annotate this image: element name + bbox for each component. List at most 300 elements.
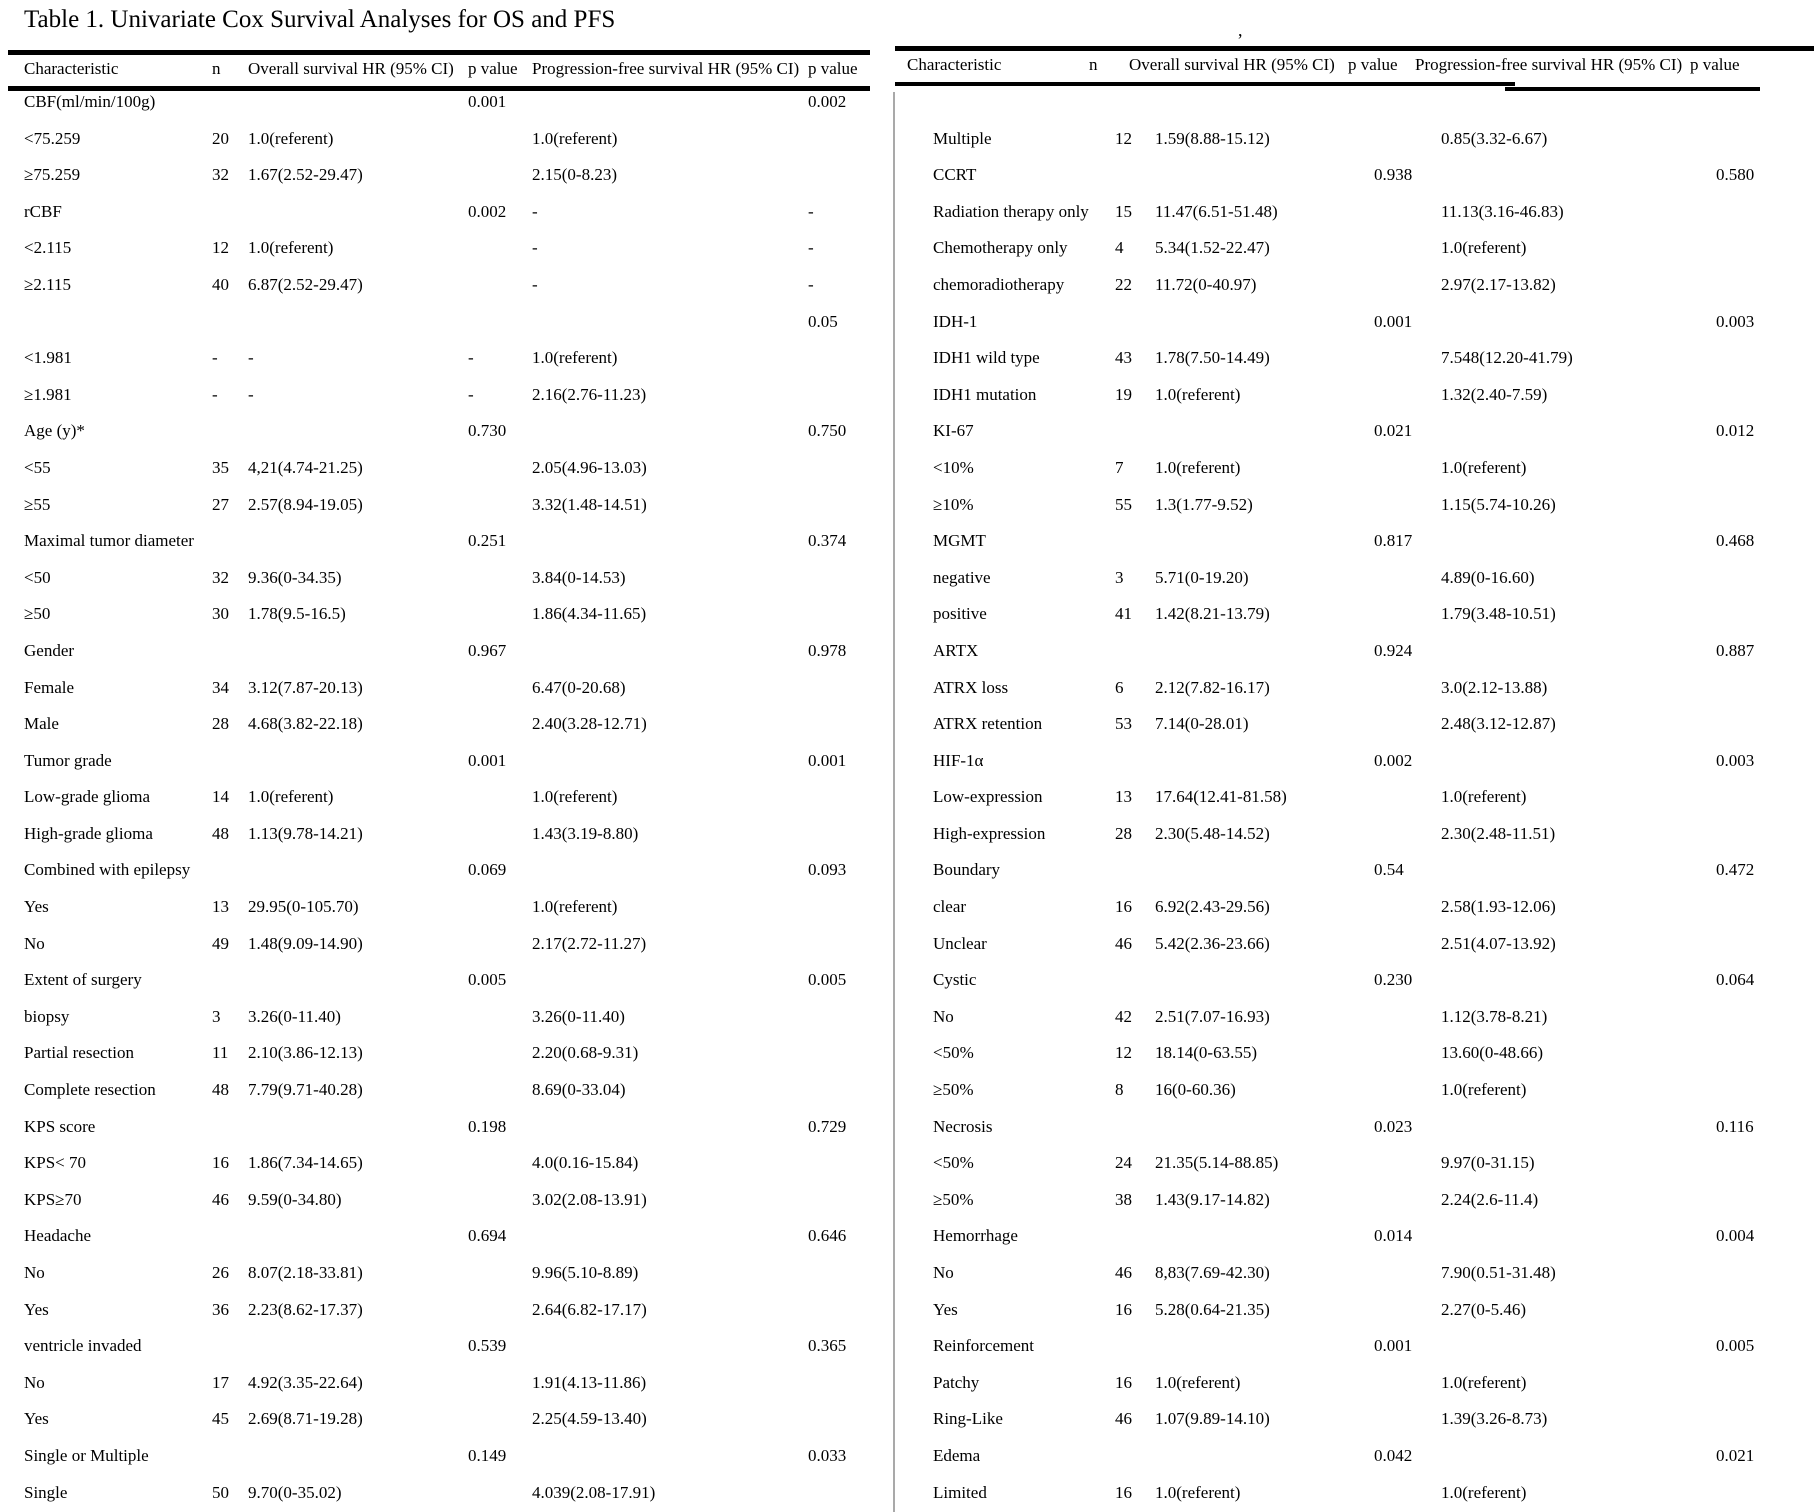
cell-characteristic: Tumor grade bbox=[24, 750, 112, 770]
cell-n: 35 bbox=[212, 457, 229, 477]
cell-p-value-os: 0.002 bbox=[468, 201, 507, 221]
table-row bbox=[933, 1255, 1814, 1292]
cell-p-value-os: 0.001 bbox=[468, 92, 507, 111]
cell-p-value-os: 0.002 bbox=[1374, 750, 1413, 770]
table-row bbox=[24, 1218, 870, 1255]
cell-characteristic: chemoradiotherapy bbox=[933, 274, 1065, 294]
cell-n: 12 bbox=[1115, 1043, 1132, 1063]
cell-n: 40 bbox=[212, 274, 229, 294]
cell-os-hr: - bbox=[248, 348, 254, 368]
cell-p-value-os: 0.230 bbox=[1374, 970, 1413, 990]
table-row bbox=[24, 304, 870, 341]
cell-p-value-pfs: 0.750 bbox=[808, 421, 847, 441]
cell-os-hr: 1.13(9.78-14.21) bbox=[248, 823, 363, 843]
cell-p-value-pfs: 0.729 bbox=[808, 1116, 847, 1136]
table-row bbox=[933, 670, 1814, 707]
cell-p-value-os: 0.001 bbox=[1374, 1336, 1413, 1356]
cell-os-hr: 1.48(9.09-14.90) bbox=[248, 933, 363, 953]
table-row bbox=[24, 1401, 870, 1438]
cell-p-value-os: 0.069 bbox=[468, 860, 507, 880]
cell-pfs-hr: 1.0(referent) bbox=[532, 348, 618, 368]
col-header-p-value-pfs: p value bbox=[808, 59, 858, 78]
cell-pfs-hr: 7.90(0.51-31.48) bbox=[1441, 1263, 1556, 1282]
cell-p-value-pfs: 0.468 bbox=[1716, 531, 1755, 551]
cell-p-value-os: 0.694 bbox=[468, 1226, 507, 1246]
cell-characteristic: No bbox=[24, 933, 45, 953]
cell-os-hr: 2.57(8.94-19.05) bbox=[248, 494, 363, 514]
cell-n: 46 bbox=[1115, 1263, 1132, 1282]
cell-pfs-hr: 1.12(3.78-8.21) bbox=[1441, 1006, 1548, 1026]
cell-os-hr: 3.12(7.87-20.13) bbox=[248, 677, 363, 697]
cell-characteristic: Multiple bbox=[933, 128, 992, 148]
table-row bbox=[933, 413, 1814, 450]
table-row bbox=[933, 523, 1814, 560]
cell-characteristic: High-expression bbox=[933, 823, 1046, 843]
cell-n: 46 bbox=[1115, 1409, 1132, 1429]
cell-p-value-pfs: 0.472 bbox=[1716, 860, 1755, 880]
table-row bbox=[933, 1145, 1814, 1182]
table-row bbox=[24, 1475, 870, 1512]
cell-pfs-hr: 2.25(4.59-13.40) bbox=[532, 1409, 647, 1429]
table-row bbox=[24, 413, 870, 450]
cell-characteristic: ≥55 bbox=[24, 494, 51, 514]
cell-characteristic: Hemorrhage bbox=[933, 1226, 1018, 1246]
table-row bbox=[24, 1182, 870, 1219]
cell-p-value-pfs: 0.374 bbox=[808, 531, 847, 551]
cell-os-hr: 18.14(0-63.55) bbox=[1155, 1043, 1257, 1063]
table-row bbox=[24, 267, 870, 304]
cell-characteristic: biopsy bbox=[24, 1006, 70, 1026]
table-row bbox=[24, 706, 870, 743]
cell-os-hr: 29.95(0-105.70) bbox=[248, 897, 359, 917]
cell-characteristic: ≥2.115 bbox=[24, 274, 71, 294]
col-header-p-value-os: p value bbox=[468, 59, 518, 78]
cell-n: 32 bbox=[212, 165, 229, 185]
cell-p-value-os: 0.198 bbox=[468, 1116, 507, 1136]
cell-os-hr: 8.07(2.18-33.81) bbox=[248, 1263, 363, 1282]
cell-os-hr: 2.12(7.82-16.17) bbox=[1155, 677, 1270, 697]
cell-characteristic: IDH1 mutation bbox=[933, 384, 1037, 404]
table-row bbox=[933, 121, 1814, 158]
cell-p-value-os: - bbox=[468, 348, 474, 368]
cell-os-hr: 1.0(referent) bbox=[1155, 1482, 1241, 1502]
cell-characteristic: Partial resection bbox=[24, 1043, 134, 1063]
cell-os-hr: 6.92(2.43-29.56) bbox=[1155, 897, 1270, 917]
table-row bbox=[24, 962, 870, 999]
cell-os-hr: - bbox=[248, 384, 254, 404]
cell-n: 34 bbox=[212, 677, 229, 697]
table-row bbox=[24, 84, 870, 121]
cell-characteristic: Single or Multiple bbox=[24, 1445, 149, 1465]
cell-n: 12 bbox=[1115, 128, 1132, 148]
cell-os-hr: 9.59(0-34.80) bbox=[248, 1189, 342, 1209]
cell-characteristic: negative bbox=[933, 567, 991, 587]
cell-n: 13 bbox=[1115, 787, 1132, 807]
table-row bbox=[24, 523, 870, 560]
cell-p-value-pfs: 0.021 bbox=[1716, 1445, 1755, 1465]
table-row bbox=[933, 1182, 1814, 1219]
cell-n: 16 bbox=[1115, 897, 1132, 917]
cell-os-hr: 5.28(0.64-21.35) bbox=[1155, 1299, 1270, 1319]
table-row bbox=[933, 889, 1814, 926]
cell-n: 46 bbox=[212, 1189, 229, 1209]
cell-pfs-hr: 8.69(0-33.04) bbox=[532, 1080, 626, 1100]
cell-p-value-pfs: 0.012 bbox=[1716, 421, 1755, 441]
cell-os-hr: 5.71(0-19.20) bbox=[1155, 567, 1249, 587]
table-row bbox=[933, 560, 1814, 597]
cell-n: 3 bbox=[1115, 567, 1124, 587]
cell-p-value-pfs: 0.033 bbox=[808, 1445, 847, 1465]
cell-pfs-hr: 3.26(0-11.40) bbox=[532, 1006, 625, 1026]
table-row bbox=[933, 1218, 1814, 1255]
cell-n: 24 bbox=[1115, 1153, 1132, 1173]
cell-pfs-hr: 2.64(6.82-17.17) bbox=[532, 1299, 647, 1319]
table-row bbox=[24, 450, 870, 487]
table-row bbox=[933, 267, 1814, 304]
cell-n: 49 bbox=[212, 933, 229, 953]
cell-p-value-pfs: 0.005 bbox=[808, 970, 847, 990]
cell-characteristic: Headache bbox=[24, 1226, 92, 1246]
cell-characteristic: Yes bbox=[24, 1299, 49, 1319]
cell-n: 36 bbox=[212, 1299, 229, 1319]
table-row bbox=[933, 962, 1814, 999]
cell-pfs-hr: 11.13(3.16-46.83) bbox=[1441, 201, 1564, 221]
cell-pfs-hr: 3.32(1.48-14.51) bbox=[532, 494, 647, 514]
table-row bbox=[24, 1328, 870, 1365]
table-row bbox=[933, 1072, 1814, 1109]
cell-pfs-hr: 9.97(0-31.15) bbox=[1441, 1153, 1535, 1173]
cell-characteristic: KPS≥70 bbox=[24, 1189, 82, 1209]
cell-n: 20 bbox=[212, 128, 229, 148]
cell-characteristic: ≥1.981 bbox=[24, 384, 72, 404]
cell-os-hr: 1.3(1.77-9.52) bbox=[1155, 494, 1253, 514]
table-row bbox=[933, 743, 1814, 780]
cell-pfs-hr: 1.32(2.40-7.59) bbox=[1441, 384, 1548, 404]
cell-pfs-hr: 4.89(0-16.60) bbox=[1441, 567, 1535, 587]
table-row bbox=[24, 889, 870, 926]
cell-characteristic: Age (y)* bbox=[24, 421, 85, 441]
table-row bbox=[933, 304, 1814, 341]
cell-os-hr: 4.92(3.35-22.64) bbox=[248, 1372, 363, 1392]
table-row bbox=[933, 816, 1814, 853]
cell-os-hr: 1.43(9.17-14.82) bbox=[1155, 1189, 1270, 1209]
cell-characteristic: <55 bbox=[24, 457, 51, 477]
table-row bbox=[933, 84, 1814, 121]
cell-characteristic: ARTX bbox=[933, 640, 979, 660]
cell-p-value-os: 0.042 bbox=[1374, 1445, 1413, 1465]
cell-pfs-hr: 1.79(3.48-10.51) bbox=[1441, 604, 1556, 624]
cell-pfs-hr: 1.0(referent) bbox=[532, 787, 618, 807]
cell-pfs-hr: 1.15(5.74-10.26) bbox=[1441, 494, 1556, 514]
cell-os-hr: 1.86(7.34-14.65) bbox=[248, 1153, 363, 1173]
cell-characteristic: <2.115 bbox=[24, 238, 72, 258]
table-row bbox=[933, 1438, 1814, 1475]
col-header-characteristic: Characteristic bbox=[24, 59, 119, 78]
cell-characteristic: Gender bbox=[24, 640, 75, 660]
table-row bbox=[24, 121, 870, 158]
table-row bbox=[933, 157, 1814, 194]
col-header-os-hr: Overall survival HR (95% CI) bbox=[248, 59, 454, 78]
table-body-left bbox=[24, 84, 870, 1511]
cell-characteristic: Male bbox=[24, 714, 59, 734]
cell-n: 53 bbox=[1115, 714, 1132, 734]
cell-os-hr: 1.0(referent) bbox=[248, 238, 334, 258]
cell-pfs-hr: 1.86(4.34-11.65) bbox=[532, 604, 647, 624]
cell-pfs-hr: 1.43(3.19-8.80) bbox=[532, 823, 639, 843]
table-row bbox=[24, 1035, 870, 1072]
cell-p-value-pfs: 0.580 bbox=[1716, 165, 1755, 185]
cell-characteristic: Chemotherapy only bbox=[933, 238, 1068, 258]
cell-characteristic: Low-expression bbox=[933, 787, 1043, 807]
cell-characteristic: No bbox=[24, 1372, 45, 1392]
cell-os-hr: 5.34(1.52-22.47) bbox=[1155, 238, 1270, 258]
cell-n: - bbox=[212, 348, 218, 368]
table-title: Table 1. Univariate Cox Survival Analyses for OS and PFS bbox=[24, 6, 616, 33]
cell-n: 28 bbox=[212, 714, 229, 734]
cell-p-value-pfs: 0.004 bbox=[1716, 1226, 1755, 1246]
cell-os-hr: 1.0(referent) bbox=[1155, 384, 1241, 404]
col-header-pfs-hr: Progression-free survival HR (95% CI) bbox=[1415, 55, 1683, 74]
table-row bbox=[933, 1401, 1814, 1438]
cell-characteristic: ≥10% bbox=[933, 494, 974, 514]
cell-characteristic: Unclear bbox=[933, 933, 987, 953]
cell-n: 16 bbox=[1115, 1482, 1132, 1502]
table-row bbox=[24, 743, 870, 780]
cell-n: 7 bbox=[1115, 457, 1124, 477]
cell-characteristic: <75.259 bbox=[24, 128, 81, 148]
cell-p-value-pfs: 0.064 bbox=[1716, 970, 1755, 990]
cell-n: 38 bbox=[1115, 1189, 1132, 1209]
cell-pfs-hr: 7.548(12.20-41.79) bbox=[1441, 348, 1573, 368]
cell-p-value-os: - bbox=[468, 384, 474, 404]
cell-characteristic: Necrosis bbox=[933, 1116, 993, 1136]
cell-p-value-pfs: 0.116 bbox=[1716, 1116, 1754, 1136]
cell-p-value-os: 0.967 bbox=[468, 640, 507, 660]
cell-os-hr: 11.72(0-40.97) bbox=[1155, 274, 1257, 294]
cell-pfs-hr: 13.60(0-48.66) bbox=[1441, 1043, 1543, 1063]
cell-os-hr: 11.47(6.51-51.48) bbox=[1155, 201, 1278, 221]
cell-characteristic: rCBF bbox=[24, 201, 62, 221]
cell-characteristic: clear bbox=[933, 897, 967, 917]
cell-pfs-hr: 1.39(3.26-8.73) bbox=[1441, 1409, 1548, 1429]
table-row bbox=[933, 1365, 1814, 1402]
cell-os-hr: 1.78(7.50-14.49) bbox=[1155, 348, 1270, 368]
cell-characteristic: Extent of surgery bbox=[24, 970, 142, 990]
cell-characteristic: ≥50% bbox=[933, 1189, 974, 1209]
table-row bbox=[933, 926, 1814, 963]
cell-pfs-hr: - bbox=[532, 238, 538, 258]
table-row bbox=[24, 633, 870, 670]
cell-pfs-hr: - bbox=[532, 201, 538, 221]
table-row bbox=[24, 1438, 870, 1475]
table-row bbox=[24, 340, 870, 377]
table-row bbox=[933, 1475, 1814, 1512]
cell-n: 42 bbox=[1115, 1006, 1132, 1026]
table-row bbox=[933, 706, 1814, 743]
table-row bbox=[933, 779, 1814, 816]
cell-characteristic: KPS< 70 bbox=[24, 1153, 87, 1173]
cell-n: 16 bbox=[1115, 1299, 1132, 1319]
table-row bbox=[933, 1109, 1814, 1146]
cell-pfs-hr: 1.0(referent) bbox=[1441, 457, 1527, 477]
cell-n: 15 bbox=[1115, 201, 1132, 221]
table-row bbox=[933, 340, 1814, 377]
cell-os-hr: 7.14(0-28.01) bbox=[1155, 714, 1249, 734]
cell-p-value-pfs: 0.887 bbox=[1716, 640, 1755, 660]
cell-characteristic: Boundary bbox=[933, 860, 1001, 880]
cell-characteristic: Cystic bbox=[933, 970, 977, 990]
cell-p-value-os: 0.001 bbox=[1374, 311, 1413, 331]
cell-n: 28 bbox=[1115, 823, 1132, 843]
cell-p-value-os: 0.817 bbox=[1374, 531, 1413, 551]
col-header-pfs-hr: Progression-free survival HR (95% CI) bbox=[532, 59, 800, 78]
cell-os-hr: 17.64(12.41-81.58) bbox=[1155, 787, 1287, 807]
cell-p-value-os: 0.730 bbox=[468, 421, 507, 441]
cell-characteristic: Single bbox=[24, 1482, 68, 1502]
cell-characteristic: IDH-1 bbox=[933, 311, 978, 331]
table-row bbox=[24, 487, 870, 524]
cell-characteristic: Combined with epilepsy bbox=[24, 860, 191, 880]
cell-pfs-hr: 1.0(referent) bbox=[1441, 787, 1527, 807]
cell-n: - bbox=[212, 384, 218, 404]
cell-p-value-os: 0.938 bbox=[1374, 165, 1413, 185]
cell-n: 41 bbox=[1115, 604, 1132, 624]
cell-characteristic: <50 bbox=[24, 567, 51, 587]
cell-p-value-os: 0.149 bbox=[468, 1445, 507, 1465]
table-row bbox=[24, 560, 870, 597]
cell-characteristic: <10% bbox=[933, 457, 974, 477]
cell-pfs-hr: 4.039(2.08-17.91) bbox=[532, 1482, 656, 1502]
col-header-p-value-pfs: p value bbox=[1690, 55, 1740, 74]
cell-n: 19 bbox=[1115, 384, 1132, 404]
cell-os-hr: 3.26(0-11.40) bbox=[248, 1006, 341, 1026]
cell-pfs-hr: 1.0(referent) bbox=[1441, 1080, 1527, 1100]
cell-characteristic: High-grade glioma bbox=[24, 823, 153, 843]
cell-os-hr: 16(0-60.36) bbox=[1155, 1080, 1236, 1100]
table-row bbox=[24, 852, 870, 889]
cell-characteristic: Edema bbox=[933, 1445, 981, 1465]
cell-characteristic: Patchy bbox=[933, 1372, 980, 1392]
cell-n: 43 bbox=[1115, 348, 1132, 368]
cell-p-value-pfs: 0.003 bbox=[1716, 311, 1755, 331]
cell-os-hr: 1.0(referent) bbox=[1155, 1372, 1241, 1392]
table-header-row bbox=[907, 48, 1814, 82]
cell-p-value-os: 0.014 bbox=[1374, 1226, 1413, 1246]
table-body-right bbox=[933, 84, 1814, 1511]
cell-os-hr: 9.70(0-35.02) bbox=[248, 1482, 342, 1502]
table-row bbox=[24, 999, 870, 1036]
col-header-n: n bbox=[212, 59, 221, 78]
cell-n: 12 bbox=[212, 238, 229, 258]
cell-p-value-os: 0.021 bbox=[1374, 421, 1413, 441]
cell-os-hr: 1.0(referent) bbox=[248, 787, 334, 807]
table-row bbox=[24, 1365, 870, 1402]
cell-n: 13 bbox=[212, 897, 229, 917]
cell-n: 32 bbox=[212, 567, 229, 587]
cell-characteristic: ATRX loss bbox=[933, 677, 1009, 697]
cell-pfs-hr: 3.02(2.08-13.91) bbox=[532, 1189, 647, 1209]
cropped-text-descender: , bbox=[1238, 20, 1243, 40]
cell-n: 45 bbox=[212, 1409, 229, 1429]
cell-os-hr: 8,83(7.69-42.30) bbox=[1155, 1263, 1270, 1282]
panel-divider bbox=[893, 92, 895, 1512]
cell-p-value-os: 0.251 bbox=[468, 531, 507, 551]
table-row bbox=[933, 1292, 1814, 1329]
cell-characteristic: HIF-1α bbox=[933, 750, 984, 770]
cell-characteristic: <1.981 bbox=[24, 348, 72, 368]
cell-p-value-pfs: 0.05 bbox=[808, 311, 838, 331]
cell-p-value-os: 0.023 bbox=[1374, 1116, 1413, 1136]
cell-pfs-hr: - bbox=[532, 274, 538, 294]
table-row bbox=[933, 596, 1814, 633]
cell-pfs-hr: 2.58(1.93-12.06) bbox=[1441, 897, 1556, 917]
cell-pfs-hr: 2.05(4.96-13.03) bbox=[532, 457, 647, 477]
cell-characteristic: KPS score bbox=[24, 1116, 96, 1136]
cell-pfs-hr: 2.40(3.28-12.71) bbox=[532, 714, 647, 734]
table-row bbox=[933, 633, 1814, 670]
table-row bbox=[933, 487, 1814, 524]
cell-pfs-hr: 2.30(2.48-11.51) bbox=[1441, 823, 1556, 843]
table-row bbox=[24, 1109, 870, 1146]
table-row bbox=[933, 1035, 1814, 1072]
cell-n: 55 bbox=[1115, 494, 1132, 514]
table-row bbox=[24, 1255, 870, 1292]
cell-p-value-pfs: - bbox=[808, 274, 814, 294]
cell-os-hr: 9.36(0-34.35) bbox=[248, 567, 342, 587]
table-row bbox=[24, 1292, 870, 1329]
cell-n: 22 bbox=[1115, 274, 1132, 294]
cell-characteristic: Maximal tumor diameter bbox=[24, 531, 194, 551]
table-row bbox=[24, 157, 870, 194]
table-row bbox=[24, 1072, 870, 1109]
cell-pfs-hr: 1.0(referent) bbox=[532, 897, 618, 917]
cell-characteristic: Female bbox=[24, 677, 75, 697]
cell-n: 16 bbox=[212, 1153, 229, 1173]
cell-characteristic: MGMT bbox=[933, 531, 986, 551]
col-header-characteristic: Characteristic bbox=[907, 55, 1002, 74]
cell-pfs-hr: 1.0(referent) bbox=[1441, 238, 1527, 258]
cell-characteristic: ATRX retention bbox=[933, 714, 1043, 734]
cell-characteristic: ≥50 bbox=[24, 604, 51, 624]
table-row bbox=[24, 779, 870, 816]
cell-pfs-hr: 1.91(4.13-11.86) bbox=[532, 1372, 647, 1392]
cell-characteristic: No bbox=[24, 1263, 45, 1282]
table-row bbox=[24, 816, 870, 853]
cell-n: 6 bbox=[1115, 677, 1124, 697]
cell-os-hr: 5.42(2.36-23.66) bbox=[1155, 933, 1270, 953]
col-header-n: n bbox=[1089, 55, 1098, 74]
cell-p-value-pfs: 0.002 bbox=[808, 92, 847, 111]
cell-os-hr: 1.42(8.21-13.79) bbox=[1155, 604, 1270, 624]
cell-characteristic: Yes bbox=[933, 1299, 958, 1319]
cell-p-value-pfs: 0.005 bbox=[1716, 1336, 1755, 1356]
cell-characteristic: Yes bbox=[24, 897, 49, 917]
cell-pfs-hr: 2.20(0.68-9.31) bbox=[532, 1043, 639, 1063]
cell-p-value-os: 0.539 bbox=[468, 1336, 507, 1356]
cell-os-hr: 2.23(8.62-17.37) bbox=[248, 1299, 363, 1319]
cell-pfs-hr: 9.96(5.10-8.89) bbox=[532, 1263, 639, 1282]
table-header-row bbox=[24, 52, 870, 86]
cell-os-hr: 4.68(3.82-22.18) bbox=[248, 714, 363, 734]
cell-characteristic: Reinforcement bbox=[933, 1336, 1035, 1356]
cell-pfs-hr: 3.84(0-14.53) bbox=[532, 567, 626, 587]
table-row bbox=[933, 230, 1814, 267]
cell-n: 48 bbox=[212, 823, 229, 843]
cell-characteristic: Limited bbox=[933, 1482, 987, 1502]
cell-n: 26 bbox=[212, 1263, 229, 1282]
cell-pfs-hr: 2.97(2.17-13.82) bbox=[1441, 274, 1556, 294]
table-row bbox=[24, 670, 870, 707]
